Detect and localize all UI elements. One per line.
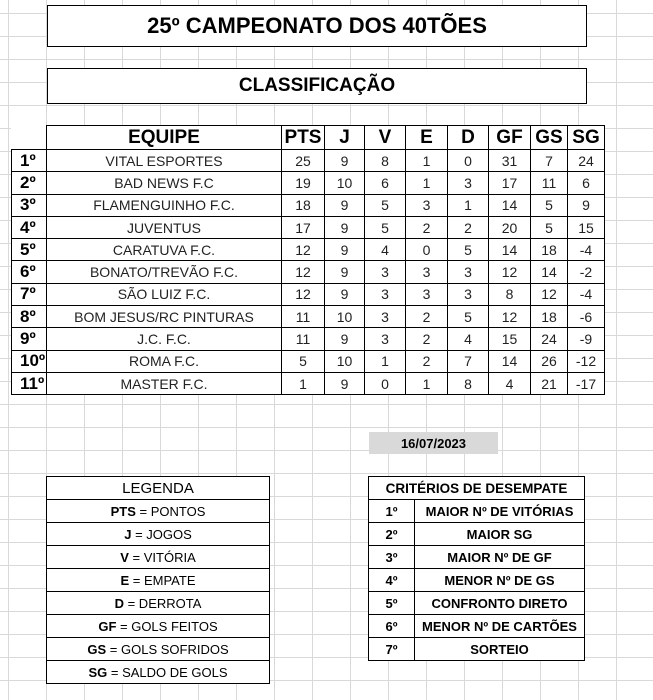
legend-text: = JOGOS [131, 526, 192, 542]
cell-pts: 18 [282, 194, 325, 216]
cell-gf: 12 [489, 306, 531, 328]
cell-gf: 12 [489, 261, 531, 283]
cell-e: 2 [406, 328, 448, 350]
cell-sg: -4 [568, 239, 605, 261]
cell-j: 9 [325, 328, 365, 350]
cell-pos: 1º [12, 150, 47, 172]
cell-d: 4 [448, 328, 489, 350]
cell-gf: 4 [489, 372, 531, 394]
cell-v: 3 [365, 328, 406, 350]
criteria-table [368, 476, 585, 661]
legend-row [47, 569, 270, 592]
legend-abbr: SG [88, 664, 108, 680]
criteria-row [369, 569, 585, 592]
cell-pts: 17 [282, 216, 325, 238]
table-row [12, 150, 605, 172]
cell-gs: 14 [531, 261, 568, 283]
cell-sg: -17 [568, 372, 605, 394]
cell-gf: 31 [489, 150, 531, 172]
cell-team: BONATO/TREVÃO F.C. [47, 261, 282, 283]
cell-j: 9 [325, 150, 365, 172]
legend-text: = GOLS FEITOS [116, 618, 218, 634]
criteria-number: 1º [369, 500, 415, 523]
cell-team: J.C. F.C. [47, 328, 282, 350]
legend-abbr: E [120, 572, 130, 588]
cell-v: 3 [365, 283, 406, 305]
cell-pos: 9º [12, 328, 47, 350]
header-d: D [448, 126, 489, 150]
cell-team: BAD NEWS F.C [47, 172, 282, 194]
header-gf: GF [489, 126, 531, 150]
cell-pos: 10º [12, 350, 47, 372]
page-title: 25º CAMPEONATO DOS 40TÕES [47, 5, 587, 47]
cell-v: 3 [365, 261, 406, 283]
legend-title: LEGENDA [47, 477, 270, 500]
cell-gf: 14 [489, 239, 531, 261]
cell-team: BOM JESUS/RC PINTURAS [47, 306, 282, 328]
cell-e: 2 [406, 350, 448, 372]
cell-d: 0 [448, 150, 489, 172]
legend-row [47, 546, 270, 569]
legend-item [47, 592, 270, 615]
header-j: J [325, 126, 365, 150]
cell-j: 9 [325, 194, 365, 216]
cell-team: ROMA F.C. [47, 350, 282, 372]
legend-abbr: GS [87, 641, 107, 657]
cell-gs: 26 [531, 350, 568, 372]
cell-pts: 25 [282, 150, 325, 172]
cell-gs: 18 [531, 306, 568, 328]
table-row [12, 306, 605, 328]
cell-v: 5 [365, 194, 406, 216]
cell-gf: 17 [489, 172, 531, 194]
cell-team: JUVENTUS [47, 216, 282, 238]
cell-team: CARATUVA F.C. [47, 239, 282, 261]
header-sg: SG [568, 126, 605, 150]
cell-pos: 8º [12, 306, 47, 328]
cell-pos: 11º [12, 372, 47, 394]
criteria-text: CONFRONTO DIRETO [415, 592, 585, 615]
cell-pos: 6º [12, 261, 47, 283]
cell-e: 3 [406, 261, 448, 283]
legend-abbr: PTS [110, 503, 136, 519]
criteria-row [369, 523, 585, 546]
cell-pts: 11 [282, 306, 325, 328]
table-row [12, 328, 605, 350]
cell-j: 10 [325, 350, 365, 372]
cell-sg: 24 [568, 150, 605, 172]
legend-item [47, 661, 270, 684]
criteria-number: 3º [369, 546, 415, 569]
cell-gf: 8 [489, 283, 531, 305]
header-gs: GS [531, 126, 568, 150]
cell-gs: 5 [531, 216, 568, 238]
legend-abbr: D [114, 595, 124, 611]
table-row [12, 261, 605, 283]
cell-pos: 2º [12, 172, 47, 194]
criteria-text: MENOR Nº DE GS [415, 569, 585, 592]
standings-header-row [12, 126, 605, 150]
cell-pts: 12 [282, 261, 325, 283]
criteria-number: 6º [369, 615, 415, 638]
cell-sg: -12 [568, 350, 605, 372]
criteria-number: 5º [369, 592, 415, 615]
cell-v: 6 [365, 172, 406, 194]
criteria-row [369, 546, 585, 569]
cell-gs: 7 [531, 150, 568, 172]
cell-gs: 24 [531, 328, 568, 350]
cell-pts: 19 [282, 172, 325, 194]
legend-table [46, 476, 270, 684]
cell-sg: -2 [568, 261, 605, 283]
legend-row [47, 523, 270, 546]
cell-sg: 15 [568, 216, 605, 238]
cell-d: 2 [448, 216, 489, 238]
criteria-number: 2º [369, 523, 415, 546]
criteria-title: CRITÉRIOS DE DESEMPATE [369, 477, 585, 500]
legend-item [47, 615, 270, 638]
cell-v: 8 [365, 150, 406, 172]
cell-pts: 5 [282, 350, 325, 372]
page-subtitle: CLASSIFICAÇÃO [47, 68, 587, 104]
legend-row [47, 638, 270, 661]
cell-j: 9 [325, 216, 365, 238]
cell-team: VITAL ESPORTES [47, 150, 282, 172]
criteria-row [369, 615, 585, 638]
cell-gs: 11 [531, 172, 568, 194]
cell-gf: 14 [489, 194, 531, 216]
cell-e: 2 [406, 306, 448, 328]
cell-sg: -6 [568, 306, 605, 328]
table-row [12, 194, 605, 216]
cell-j: 10 [325, 172, 365, 194]
cell-j: 9 [325, 372, 365, 394]
legend-row [47, 592, 270, 615]
cell-j: 9 [325, 239, 365, 261]
cell-gf: 14 [489, 350, 531, 372]
cell-d: 3 [448, 172, 489, 194]
cell-j: 10 [325, 306, 365, 328]
header-v: V [365, 126, 406, 150]
criteria-row [369, 592, 585, 615]
cell-pts: 1 [282, 372, 325, 394]
criteria-text: MAIOR Nº DE VITÓRIAS [415, 500, 585, 523]
legend-abbr: GF [98, 618, 117, 634]
cell-pos: 4º [12, 216, 47, 238]
cell-gs: 12 [531, 283, 568, 305]
criteria-row [369, 638, 585, 661]
header-e: E [406, 126, 448, 150]
cell-v: 5 [365, 216, 406, 238]
cell-gs: 21 [531, 372, 568, 394]
header-equipe: EQUIPE [47, 126, 282, 150]
criteria-text: SORTEIO [415, 638, 585, 661]
cell-team: SÃO LUIZ F.C. [47, 283, 282, 305]
criteria-text: MAIOR SG [415, 523, 585, 546]
cell-pos: 3º [12, 194, 47, 216]
cell-d: 1 [448, 194, 489, 216]
cell-e: 3 [406, 194, 448, 216]
legend-text: = DERROTA [123, 595, 202, 611]
cell-gs: 18 [531, 239, 568, 261]
legend-text: = EMPATE [129, 572, 196, 588]
cell-pts: 11 [282, 328, 325, 350]
criteria-row [369, 500, 585, 523]
date-label: 16/07/2023 [369, 432, 498, 454]
cell-e: 1 [406, 372, 448, 394]
legend-abbr: V [120, 549, 129, 565]
cell-pos: 5º [12, 239, 47, 261]
cell-sg: -9 [568, 328, 605, 350]
cell-gs: 5 [531, 194, 568, 216]
legend-text: = GOLS SOFRIDOS [106, 641, 229, 657]
cell-sg: 6 [568, 172, 605, 194]
cell-e: 1 [406, 172, 448, 194]
criteria-text: MAIOR Nº DE GF [415, 546, 585, 569]
table-row [12, 239, 605, 261]
cell-d: 7 [448, 350, 489, 372]
cell-pos: 7º [12, 283, 47, 305]
cell-d: 3 [448, 283, 489, 305]
table-row [12, 283, 605, 305]
cell-e: 0 [406, 239, 448, 261]
cell-gf: 15 [489, 328, 531, 350]
cell-d: 5 [448, 239, 489, 261]
legend-item [47, 523, 270, 546]
cell-team: FLAMENGUINHO F.C. [47, 194, 282, 216]
cell-v: 0 [365, 372, 406, 394]
cell-pts: 12 [282, 239, 325, 261]
legend-item [47, 546, 270, 569]
table-row [12, 216, 605, 238]
standings-table [11, 125, 605, 395]
cell-e: 3 [406, 283, 448, 305]
legend-item [47, 638, 270, 661]
table-row [12, 350, 605, 372]
cell-d: 3 [448, 261, 489, 283]
header-pts: PTS [282, 126, 325, 150]
cell-v: 4 [365, 239, 406, 261]
cell-d: 5 [448, 306, 489, 328]
cell-sg: -4 [568, 283, 605, 305]
criteria-text: MENOR Nº DE CARTÕES [415, 615, 585, 638]
cell-pts: 12 [282, 283, 325, 305]
legend-abbr: J [124, 526, 132, 542]
legend-text: = PONTOS [135, 503, 206, 519]
legend-item [47, 569, 270, 592]
cell-d: 8 [448, 372, 489, 394]
criteria-number: 4º [369, 569, 415, 592]
legend-row [47, 500, 270, 523]
cell-j: 9 [325, 283, 365, 305]
cell-e: 2 [406, 216, 448, 238]
criteria-number: 7º [369, 638, 415, 661]
cell-v: 1 [365, 350, 406, 372]
cell-gf: 20 [489, 216, 531, 238]
legend-row [47, 615, 270, 638]
table-row [12, 172, 605, 194]
cell-team: MASTER F.C. [47, 372, 282, 394]
cell-j: 9 [325, 261, 365, 283]
legend-item [47, 500, 270, 523]
legend-text: = SALDO DE GOLS [107, 664, 228, 680]
table-row [12, 372, 605, 394]
cell-e: 1 [406, 150, 448, 172]
header-blank [12, 126, 47, 150]
cell-v: 3 [365, 306, 406, 328]
legend-text: = VITÓRIA [128, 549, 196, 565]
cell-sg: 9 [568, 194, 605, 216]
legend-row [47, 661, 270, 684]
